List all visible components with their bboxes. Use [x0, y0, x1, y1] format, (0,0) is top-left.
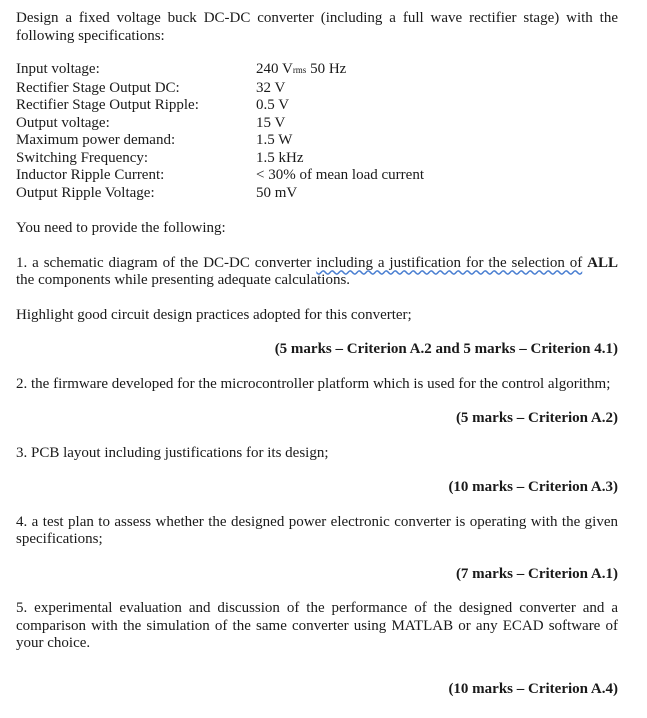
spec-label: Rectifier Stage Output Ripple: — [16, 97, 199, 113]
spec-label: Inductor Ripple Current: — [16, 167, 165, 183]
spec-row — [16, 185, 424, 203]
marks-item-3: (10 marks – Criterion A.3) — [448, 479, 618, 495]
spec-value: 50 mV — [256, 184, 298, 201]
highlight-practices: Highlight good circuit design practices adopted for this converter; — [16, 306, 412, 323]
item-5-evaluation: 5. experimental evaluation and discussion of the performance of the designed converter and a comparison with the simulation of the same converter using MATLAB or any ECAD software of your choice. — [16, 600, 618, 651]
item-2-firmware: 2. the firmware developed for the microcontroller platform which is used for the control algorithm; — [16, 375, 611, 392]
marks-item-5: (10 marks – Criterion A.4) — [448, 680, 618, 697]
spec-label: Input voltage: — [16, 61, 100, 77]
spec-label: Output Ripple Voltage: — [16, 184, 155, 201]
spec-label: Rectifier Stage Output DC: — [16, 79, 180, 96]
marks-item-2: (5 marks – Criterion A.2) — [455, 410, 618, 426]
marks-item-4: (7 marks – Criterion A.1) — [455, 565, 618, 582]
item-4-test-plan: 4. a test plan to assess whether the designed power electronic converter is operating with the given specifications; — [16, 513, 618, 547]
spec-value: 240 Vrms 50 Hz — [256, 61, 347, 77]
assignment-document — [16, 10, 618, 715]
spec-row — [16, 61, 424, 80]
spec-label: Switching Frequency: — [16, 149, 149, 166]
spec-label: Maximum power demand: — [16, 132, 176, 148]
spec-value: < 30% of mean load current — [256, 167, 424, 183]
specifications-table — [16, 61, 424, 202]
spec-row — [16, 97, 424, 115]
spec-label: Output voltage: — [16, 114, 110, 131]
spec-row — [16, 80, 424, 98]
provide-heading: You need to provide the following: — [16, 220, 226, 236]
spec-row — [16, 167, 424, 185]
spec-row — [16, 115, 424, 133]
marks-item-1: (5 marks – Criterion A.2 and 5 marks – Criterion 4.1) — [274, 341, 618, 357]
spec-row — [16, 132, 424, 150]
spec-value: 15 V — [256, 114, 286, 131]
intro-paragraph: Design a fixed voltage buck DC-DC converter (including a full wave rectifier stage) with the following specifications: — [16, 10, 618, 44]
item-1-schematic: 1. a schematic diagram of the DC-DC converter including a justification for the selection of ALL the components while presenting adequate calculations. — [16, 254, 618, 288]
spec-value: 32 V — [256, 79, 286, 96]
spec-value: 0.5 V — [256, 97, 290, 113]
item-3-pcb-layout: 3. PCB layout including justifications for its design; — [16, 444, 329, 461]
spacer — [16, 653, 618, 681]
spec-value: 1.5 W — [256, 132, 293, 148]
spec-value: 1.5 kHz — [256, 149, 304, 166]
spec-row — [16, 150, 424, 168]
spellcheck-underline[interactable]: including a justification for the selection of — [316, 254, 583, 271]
